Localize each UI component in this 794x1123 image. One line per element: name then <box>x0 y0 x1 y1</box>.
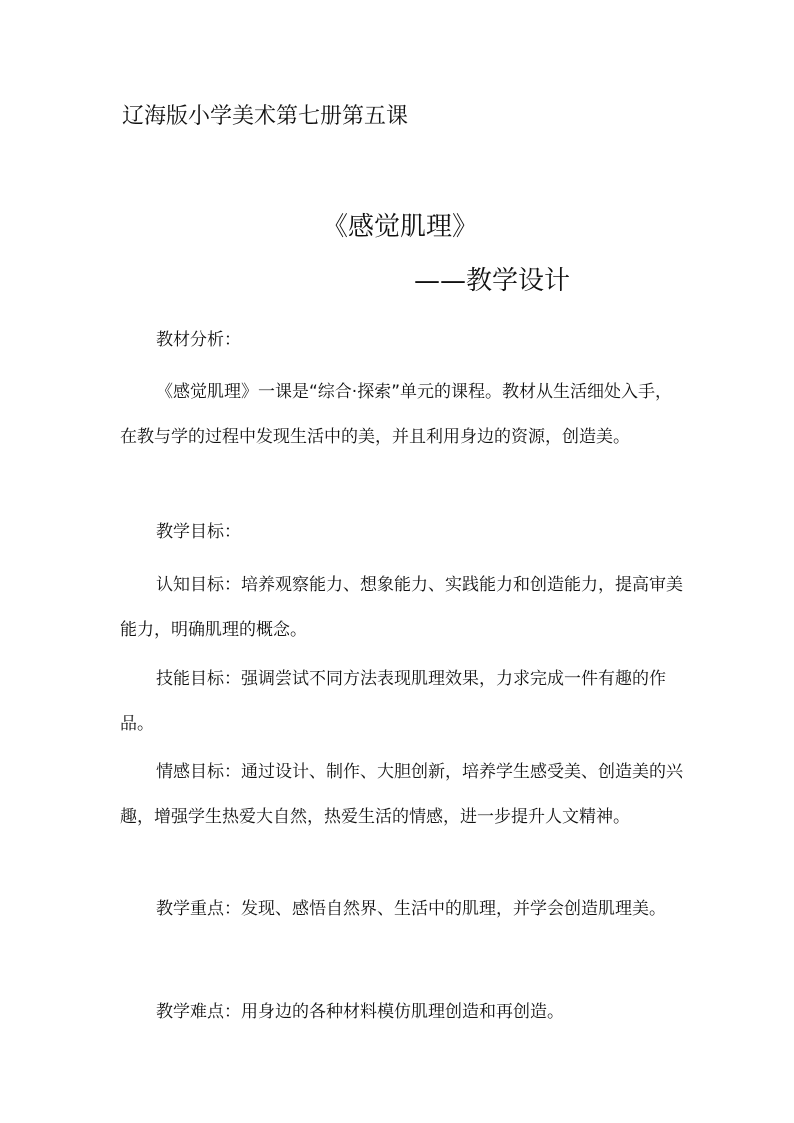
goals-heading-text: 教学目标： <box>156 522 241 542</box>
emotional-goal-paragraph: 情感目标：通过设计、制作、大胆创新，培养学生感受美、创造美的兴趣，增强学生热爱大自然，热爱生活的情感，进一步提升人文精神。 <box>120 762 683 827</box>
analysis-section-body <box>120 370 686 460</box>
document-subtitle: ——教学设计 <box>414 266 571 296</box>
course-info-line: 辽海版小学美术第七册第五课 <box>122 104 409 129</box>
key-points-block <box>120 887 686 932</box>
difficulties-block <box>120 990 686 1035</box>
key-points-paragraph: 教学重点：发现、感悟自然界、生活中的肌理，并学会创造肌理美。 <box>156 899 666 919</box>
analysis-heading-text: 教材分析： <box>156 330 241 350</box>
skill-goal-block <box>120 657 686 747</box>
difficulties-paragraph: 教学难点：用身边的各种材料模仿肌理创造和再创造。 <box>156 1002 564 1022</box>
analysis-section-heading <box>120 318 686 363</box>
cognitive-goal-paragraph: 认知目标：培养观察能力、想象能力、实践能力和创造能力，提高审美能力，明确肌理的概念。 <box>120 575 683 640</box>
skill-goal-paragraph: 技能目标：强调尝试不同方法表现肌理效果，力求完成一件有趣的作品。 <box>120 669 666 734</box>
cognitive-goal-block <box>120 563 686 653</box>
analysis-paragraph: 《感觉肌理》一课是“综合·探索”单元的课程。教材从生活细处入手，在教与学的过程中发现生活中的美，并且利用身边的资源，创造美。 <box>120 382 673 447</box>
document-title: 《感觉肌理》 <box>322 212 479 242</box>
goals-section-heading <box>120 510 686 555</box>
emotional-goal-block <box>120 750 686 840</box>
